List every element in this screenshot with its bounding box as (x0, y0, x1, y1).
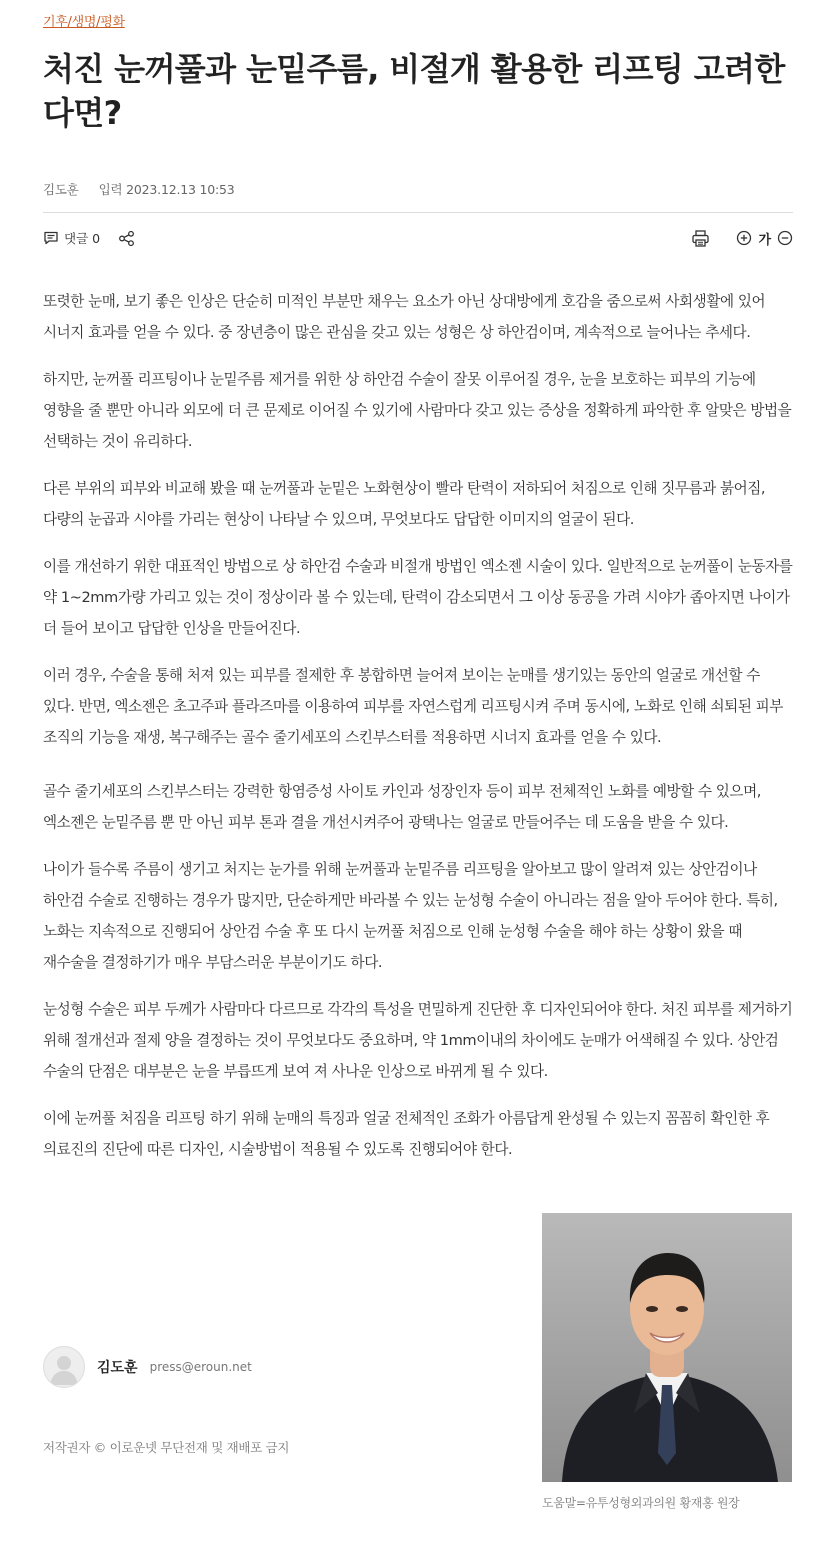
print-button[interactable] (691, 229, 710, 248)
paragraph: 골수 줄기세포의 스킨부스터는 강력한 항염증성 사이토 카인과 성장인자 등이 피부 전체적인 노화를 예방할 수 있으며, 엑소젠은 눈밑주름 뿐 만 아닌 피부 톤과 결을 개선시켜주어 광택나는 얼굴로 만들어주는 데 도움을 받을 수 있다. (43, 783, 761, 831)
font-size-controls (736, 229, 793, 248)
plus-circle-icon[interactable] (736, 230, 752, 246)
font-size-label: 가 (758, 232, 771, 248)
comment-button[interactable] (43, 229, 100, 247)
divider (43, 212, 793, 213)
photo-caption: 도움말=유투성형외과의원 황재홍 원장 (542, 1496, 740, 1510)
avatar (43, 1346, 85, 1388)
article-body (43, 286, 793, 1165)
category-link[interactable]: 기후/생명/평화 (43, 15, 125, 30)
share-button[interactable] (118, 230, 135, 247)
author-email[interactable]: press@eroun.net (149, 1360, 252, 1374)
user-icon (44, 1347, 84, 1387)
paragraph: 이에 눈꺼풀 처짐을 리프팅 하기 위해 눈매의 특징과 얼굴 전체적인 조화가 아름답게 완성될 수 있는지 꼼꼼히 확인한 후 의료진의 진단에 따른 디자인, 시술방법이 적용될 수 있도록 진행되어야 한다. (43, 1110, 770, 1158)
byline-author[interactable]: 김도훈 (43, 182, 79, 197)
paragraph: 나이가 들수록 주름이 생기고 처지는 눈가를 위해 눈꺼풀과 눈밑주름 리프팅을 알아보고 많이 알려져 있는 상안검이나 하안검 수술로 진행하는 경우가 많지만, 단순하게만 바라볼 수 있는 눈성형 수술이 아니라는 점을 알아 두어야 한다. 특히, 노화는 지속적으로 진행되어 상안검 수술 후 또 다시 눈꺼풀 처짐으로 인해 눈성형 수술을 해야 하는 상황이 왔을 때 재수술을 결정하기가 매우 부담스러운 부분이기도 하다. (43, 861, 778, 971)
paragraph: 이를 개선하기 위한 대표적인 방법으로 상 하안검 수술과 비절개 방법인 엑소젠 시술이 있다. 일반적으로 눈꺼풀이 눈동자를 약 1~2mm가량 가리고 있는 것이 정상이라 볼 수 있는데, 탄력이 감소되면서 그 이상 동공을 가려 시야가 좁아지면 나이가 더 들어 보이고 답답한 인상을 만들어진다. (43, 558, 793, 637)
copyright-notice: 저작권자 © 이로운넷 무단전재 및 재배포 금지 (43, 1440, 290, 1455)
article-photo (542, 1213, 792, 1482)
print-icon (691, 229, 710, 248)
paragraph: 다른 부위의 피부와 비교해 봤을 때 눈꺼풀과 눈밑은 노화현상이 빨라 탄력이 저하되어 처짐으로 인해 짓무름과 붉어짐, 다량의 눈곱과 시야를 가리는 현상이 나타날 수 있으며, 무엇보다도 답답한 이미지의 얼굴이 된다. (43, 480, 766, 528)
paragraph: 눈성형 수술은 피부 두께가 사람마다 다르므로 각각의 특성을 면밀하게 진단한 후 디자인되어야 한다. 처진 피부를 제거하기 위해 절개선과 절제 양을 결정하는 것이 무엇보다도 중요하며, 약 1mm이내의 차이에도 눈매가 어색해질 수 있다. 상안검 수술의 단점은 대부분은 눈을 부릅뜨게 보여 져 사나운 인상으로 바뀌게 될 수 있다. (43, 1001, 793, 1080)
paragraph: 또렷한 눈매, 보기 좋은 인상은 단순히 미적인 부분만 채우는 요소가 아닌 상대방에게 호감을 줌으로써 사회생활에 있어 시너지 효과를 얻을 수 있다. 중 장년층이 많은 관심을 갖고 있는 성형은 상 하안검이며, 계속적으로 늘어나는 추세다. (43, 293, 766, 341)
comment-icon (43, 230, 59, 246)
portrait-image (542, 1213, 792, 1482)
minus-circle-icon[interactable] (777, 230, 793, 246)
comment-count-label: 댓글 0 (64, 231, 101, 246)
publish-date: 입력 2023.12.13 10:53 (98, 182, 235, 197)
article-toolbar (43, 227, 793, 249)
author-box (43, 1346, 252, 1388)
author-name[interactable]: 김도훈 (97, 1360, 138, 1376)
paragraph: 하지만, 눈꺼풀 리프팅이나 눈밑주름 제거를 위한 상 하안검 수술이 잘못 이루어질 경우, 눈을 보호하는 피부의 기능에 영향을 줄 뿐만 아니라 외모에 더 큰 문제로 이어질 수 있기에 사람마다 갖고 있는 증상을 정확하게 파악한 후 알맞은 방법을 선택하는 것이 유리하다. (43, 371, 792, 450)
share-icon (118, 230, 135, 247)
article-title: 처진 눈꺼풀과 눈밑주름, 비절개 활용한 리프팅 고려한다면? (43, 50, 785, 132)
article-meta (43, 180, 235, 198)
paragraph: 이러 경우, 수술을 통해 처져 있는 피부를 절제한 후 봉합하면 늘어져 보이는 눈매를 생기있는 동안의 얼굴로 개선할 수 있다. 반면, 엑소젠은 초고주파 플라즈마를 이용하여 피부를 자연스럽게 리프팅시켜 주며 동시에, 노화로 인해 쇠퇴된 피부 조직의 기능을 재생, 복구해주는 골수 줄기세포의 스킨부스터를 적용하면 시너지 효과를 얻을 수 있다. (43, 667, 783, 746)
